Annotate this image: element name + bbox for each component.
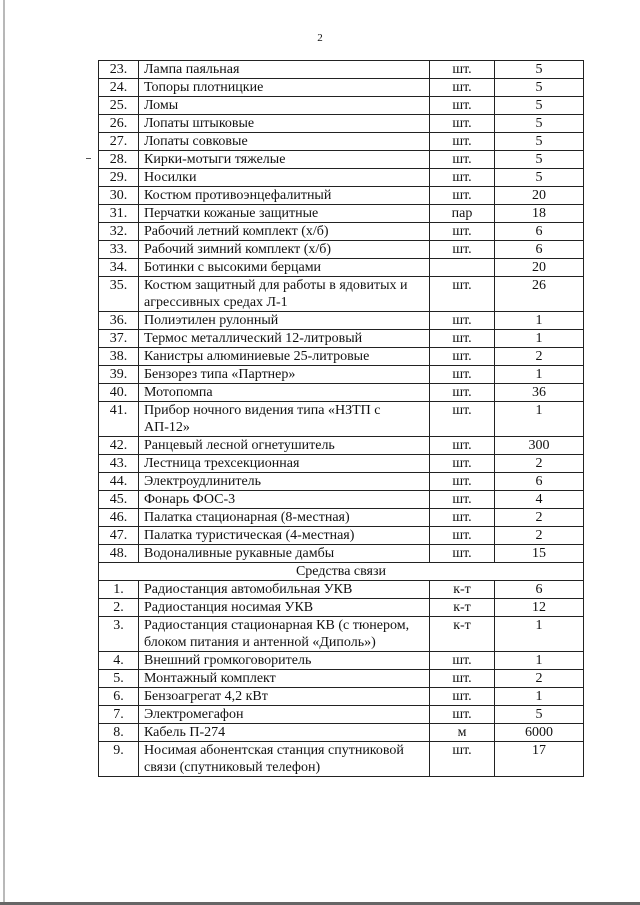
item-name: Фонарь ФОС-3	[139, 491, 430, 509]
item-name: Ломы	[139, 97, 430, 115]
item-unit: к-т	[430, 617, 495, 652]
item-quantity: 15	[495, 545, 584, 563]
item-name: Костюм защитный для работы в ядовитых и агрессивных средах Л-1	[139, 277, 430, 312]
table-row	[99, 133, 584, 151]
item-name: Костюм противоэнцефалитный	[139, 187, 430, 205]
table-row	[99, 509, 584, 527]
item-unit: шт.	[430, 312, 495, 330]
section-header-row	[99, 563, 584, 581]
table-row	[99, 706, 584, 724]
item-unit: шт.	[430, 61, 495, 79]
row-number: 32.	[99, 223, 139, 241]
table-row	[99, 151, 584, 169]
item-quantity: 20	[495, 259, 584, 277]
item-quantity: 17	[495, 742, 584, 777]
item-name: Носилки	[139, 169, 430, 187]
item-name: Лестница трехсекционная	[139, 455, 430, 473]
item-name: Бензоагрегат 4,2 кВт	[139, 688, 430, 706]
table-row	[99, 473, 584, 491]
row-number: 35.	[99, 277, 139, 312]
section-header-body	[99, 563, 584, 581]
row-number: 41.	[99, 402, 139, 437]
item-name: Канистры алюминиевые 25-литровые	[139, 348, 430, 366]
item-unit: шт.	[430, 348, 495, 366]
item-quantity: 6	[495, 473, 584, 491]
table-row	[99, 455, 584, 473]
item-unit: шт.	[430, 402, 495, 437]
item-name: Водоналивные рукавные дамбы	[139, 545, 430, 563]
row-number: 2.	[99, 599, 139, 617]
row-number: 44.	[99, 473, 139, 491]
item-unit: шт.	[430, 97, 495, 115]
item-name: Ботинки с высокими берцами	[139, 259, 430, 277]
item-unit: шт.	[430, 527, 495, 545]
item-quantity: 2	[495, 670, 584, 688]
item-name: Носимая абонентская станция спутниковой связи (спутниковый телефон)	[139, 742, 430, 777]
table-row	[99, 402, 584, 437]
item-quantity: 5	[495, 133, 584, 151]
row-number: 38.	[99, 348, 139, 366]
item-quantity: 6	[495, 241, 584, 259]
item-quantity: 26	[495, 277, 584, 312]
row-number: 27.	[99, 133, 139, 151]
row-number: 43.	[99, 455, 139, 473]
table-row	[99, 617, 584, 652]
item-quantity: 5	[495, 169, 584, 187]
item-quantity: 2	[495, 348, 584, 366]
table-row	[99, 545, 584, 563]
item-quantity: 5	[495, 79, 584, 97]
item-quantity: 1	[495, 688, 584, 706]
row-number: 9.	[99, 742, 139, 777]
item-unit: шт.	[430, 509, 495, 527]
row-number: 45.	[99, 491, 139, 509]
item-quantity: 18	[495, 205, 584, 223]
table-row	[99, 742, 584, 777]
item-name: Радиостанция носимая УКВ	[139, 599, 430, 617]
margin-mark	[86, 158, 91, 159]
item-unit: шт.	[430, 491, 495, 509]
table-row	[99, 437, 584, 455]
item-unit: шт.	[430, 366, 495, 384]
item-quantity: 5	[495, 61, 584, 79]
item-quantity: 5	[495, 115, 584, 133]
item-name: Кирки-мотыги тяжелые	[139, 151, 430, 169]
item-name: Мотопомпа	[139, 384, 430, 402]
table-row	[99, 241, 584, 259]
item-unit: пар	[430, 205, 495, 223]
item-unit: шт.	[430, 169, 495, 187]
item-quantity: 5	[495, 97, 584, 115]
row-number: 25.	[99, 97, 139, 115]
row-number: 5.	[99, 670, 139, 688]
item-quantity: 2	[495, 527, 584, 545]
table-row	[99, 259, 584, 277]
item-unit: шт.	[430, 652, 495, 670]
item-name: Радиостанция автомобильная УКВ	[139, 581, 430, 599]
table-row	[99, 312, 584, 330]
item-name: Перчатки кожаные защитные	[139, 205, 430, 223]
item-quantity: 6	[495, 581, 584, 599]
table-row	[99, 330, 584, 348]
item-name: Топоры плотницкие	[139, 79, 430, 97]
item-quantity: 1	[495, 312, 584, 330]
item-name: Кабель П-274	[139, 724, 430, 742]
item-name: Лампа паяльная	[139, 61, 430, 79]
item-quantity: 1	[495, 366, 584, 384]
item-quantity: 300	[495, 437, 584, 455]
row-number: 24.	[99, 79, 139, 97]
table-row	[99, 277, 584, 312]
item-unit: шт.	[430, 187, 495, 205]
item-unit: м	[430, 724, 495, 742]
item-name: Ранцевый лесной огнетушитель	[139, 437, 430, 455]
item-quantity: 1	[495, 402, 584, 437]
row-number: 7.	[99, 706, 139, 724]
row-number: 46.	[99, 509, 139, 527]
item-unit: шт.	[430, 330, 495, 348]
row-number: 4.	[99, 652, 139, 670]
scan-edge	[3, 0, 5, 905]
item-unit: шт.	[430, 455, 495, 473]
row-number: 36.	[99, 312, 139, 330]
item-unit: к-т	[430, 599, 495, 617]
table-row	[99, 223, 584, 241]
table-row	[99, 205, 584, 223]
table-row	[99, 61, 584, 79]
item-name: Палатка туристическая (4-местная)	[139, 527, 430, 545]
item-name: Радиостанция стационарная КВ (с тюнером, блоком питания и антенной «Диполь»)	[139, 617, 430, 652]
equipment-table	[98, 60, 584, 777]
item-unit: шт.	[430, 151, 495, 169]
item-quantity: 1	[495, 617, 584, 652]
table-row	[99, 366, 584, 384]
row-number: 31.	[99, 205, 139, 223]
table-row	[99, 724, 584, 742]
item-unit: шт.	[430, 545, 495, 563]
table-row	[99, 581, 584, 599]
item-quantity: 36	[495, 384, 584, 402]
item-unit: шт.	[430, 437, 495, 455]
row-number: 28.	[99, 151, 139, 169]
row-number: 42.	[99, 437, 139, 455]
item-unit: шт.	[430, 473, 495, 491]
item-quantity: 12	[495, 599, 584, 617]
row-number: 29.	[99, 169, 139, 187]
row-number: 26.	[99, 115, 139, 133]
table-row	[99, 79, 584, 97]
item-unit: шт.	[430, 115, 495, 133]
item-unit: шт.	[430, 706, 495, 724]
row-number: 40.	[99, 384, 139, 402]
item-name: Полиэтилен рулонный	[139, 312, 430, 330]
item-quantity: 5	[495, 151, 584, 169]
item-name: Рабочий летний комплект (х/б)	[139, 223, 430, 241]
item-quantity: 2	[495, 455, 584, 473]
item-unit: шт.	[430, 241, 495, 259]
item-quantity: 5	[495, 706, 584, 724]
row-number: 30.	[99, 187, 139, 205]
row-number: 1.	[99, 581, 139, 599]
item-unit: шт.	[430, 670, 495, 688]
page-number: 2	[317, 32, 323, 44]
communication-table-body	[99, 581, 584, 777]
row-number: 37.	[99, 330, 139, 348]
item-quantity: 6	[495, 223, 584, 241]
table-row	[99, 115, 584, 133]
table-row	[99, 599, 584, 617]
item-name: Термос металлический 12-литровый	[139, 330, 430, 348]
table-row	[99, 670, 584, 688]
table-row	[99, 491, 584, 509]
item-unit: шт.	[430, 384, 495, 402]
item-unit	[430, 259, 495, 277]
item-quantity: 6000	[495, 724, 584, 742]
item-name: Монтажный комплект	[139, 670, 430, 688]
item-name: Лопаты штыковые	[139, 115, 430, 133]
section-title: Средства связи	[99, 563, 584, 581]
item-unit: шт.	[430, 223, 495, 241]
item-quantity: 4	[495, 491, 584, 509]
table-row	[99, 169, 584, 187]
row-number: 48.	[99, 545, 139, 563]
item-name: Лопаты совковые	[139, 133, 430, 151]
item-name: Рабочий зимний комплект (х/б)	[139, 241, 430, 259]
table-row	[99, 652, 584, 670]
item-unit: шт.	[430, 688, 495, 706]
item-unit: к-т	[430, 581, 495, 599]
row-number: 8.	[99, 724, 139, 742]
item-unit: шт.	[430, 79, 495, 97]
item-unit: шт.	[430, 277, 495, 312]
table-row	[99, 348, 584, 366]
item-name: Прибор ночного видения типа «НЗТП с АП-12»	[139, 402, 430, 437]
row-number: 33.	[99, 241, 139, 259]
row-number: 34.	[99, 259, 139, 277]
row-number: 3.	[99, 617, 139, 652]
item-unit: шт.	[430, 742, 495, 777]
item-quantity: 1	[495, 652, 584, 670]
row-number: 39.	[99, 366, 139, 384]
row-number: 23.	[99, 61, 139, 79]
row-number: 6.	[99, 688, 139, 706]
item-unit: шт.	[430, 133, 495, 151]
item-name: Электромегафон	[139, 706, 430, 724]
item-name: Внешний громкоговоритель	[139, 652, 430, 670]
table-row	[99, 688, 584, 706]
item-quantity: 1	[495, 330, 584, 348]
item-quantity: 20	[495, 187, 584, 205]
table-row	[99, 527, 584, 545]
item-quantity: 2	[495, 509, 584, 527]
equipment-table-body	[99, 61, 584, 563]
table-row	[99, 384, 584, 402]
item-name: Палатка стационарная (8-местная)	[139, 509, 430, 527]
item-name: Электроудлинитель	[139, 473, 430, 491]
item-name: Бензорез типа «Партнер»	[139, 366, 430, 384]
row-number: 47.	[99, 527, 139, 545]
table-row	[99, 97, 584, 115]
table-row	[99, 187, 584, 205]
